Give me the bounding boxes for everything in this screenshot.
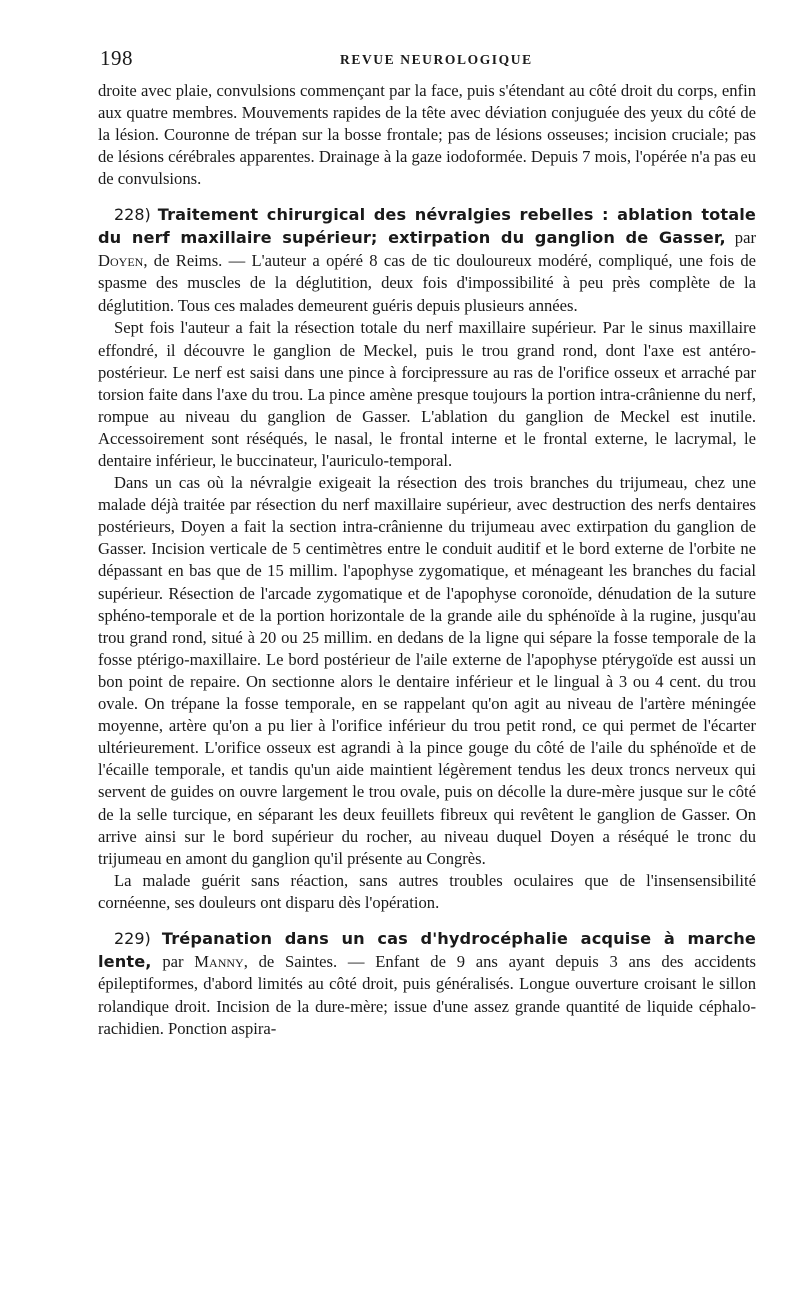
author-place: , de Reims. (143, 250, 223, 270)
document-page (98, 40, 756, 1041)
article-paragraph: Dans un cas où la névralgie exigeait la résection des trois branches du trijumeau, chez une malade déjà traitée par résection du nerf maxillaire supérieur, avec destruction des nerfs dentaires postérieurs, Doyen a fait la section intra-crânienne du trijumeau avec extirpation du ganglion de Gasser. Incision verticale de 5 centimètres entre le conduit auditif et le bord externe de l'orbite ne dépassant en bas que de 15 millim. l'apophyse zygomatique, et ménageant les branches du facial supérieur. Résection de l'arcade zygomatique et de l'apophyse coronoïde, dénudation de la suture sphéno-temporale et de la portion horizontale de la grande aile du sphénoïde à la rugine, jusqu'au trou grand rond, situé à 20 ou 25 millim. en dedans de la ligne qui sépare la fosse temporale de la fosse ptérigo-maxillaire. Le bord postérieur de l'aile externe de l'apophyse ptérygoïde est aussi un bon point de repaire. On sectionne alors le dentaire inférieur et le lingual à 3 ou 4 cent. du trou ovale. On trépane la fosse temporale, en se rappelant qu'on agit au niveau de l'artère méningée moyenne, artère qu'on a pu lier à l'orifice inférieur du trou petit rond, ce qui permet de l'écarter ultérieurement. L'orifice osseux est agrandi à la pince gouge du côté de l'aile du sphénoïde et de l'écaille temporale, et tandis qu'un aide maintient légèrement tendus les deux troncs nerveux qui servent de guides on ouvre largement le trou ovale, puis on décolle la dure-mère jusque sur le côté de la selle turcique, en séparant les deux feuillets fibreux qui revêtent le ganglion de Gasser. On arrive ainsi sur le bord supérieur du rocher, au niveau duquel Doyen a réséqué le tronc du trijumeau en amont du ganglion qu'il présente au Congrès. (98, 473, 756, 868)
article-number: 228) (114, 205, 151, 225)
article-229-lead (98, 928, 756, 1041)
article-paragraph: Sept fois l'auteur a fait la résection totale du nerf maxillaire supérieur. Par le sinus maxillaire effondré, il découvre le ganglion de Meckel, puis le trou grand rond, dont l'axe est antéro-postérieur. Le nerf est saisi dans une pince à forcipressure au ras de l'orifice osseux et arraché par torsion faite dans l'axe du trou. La pince amène presque toujours la portion intra-crânienne du nerf, rompue au niveau du ganglion de Gasser. L'ablation du ganglion de Meckel est inutile. Accessoirement sont réséqués, le nasal, le frontal interne et le frontal externe, le lacrymal, le dentaire inférieur, le buccinateur, l'auriculo-temporal. (98, 318, 756, 470)
article-229 (98, 928, 756, 1041)
author-place: , de Saintes. (243, 951, 338, 971)
article-228 (98, 204, 756, 914)
article-author: Manny (194, 951, 244, 971)
article-paragraph: La malade guérit sans réaction, sans autres troubles oculaires que de l'insensensibilité cornéenne, ses douleurs ont disparu dès l'opération. (98, 870, 756, 912)
running-head (98, 40, 756, 80)
article-title: Trépanation dans un cas d'hydrocéphalie acquise à marche lente, (98, 928, 756, 971)
intro-paragraph: droite avec plaie, convulsions commençant par la face, puis s'étendant au côté droit du corps, enfin aux quatre membres. Mouvements rapides de la tête avec déviation conjuguée des yeux du côté de la lésion. Couronne de trépan sur la bosse frontale; pas de lésions osseuses; incision cruciale; pas de lésions cérébrales apparentes. Drainage à la gaze iodoformée. Depuis 7 mois, l'opérée n'a pas eu de convulsions. (98, 81, 756, 189)
par-word: par (734, 228, 756, 248)
article-author: Doyen (98, 250, 144, 270)
journal-title: REVUE NEUROLOGIQUE (340, 52, 533, 67)
article-summary: — L'auteur a opéré 8 cas de tic douloureux modéré, compliqué, une fois de spasme des muscles de la déglutition, deux fois d'impossibilité à peu près complète de la déglutition. Tous ces malades demeurent guéris depuis plusieurs années. (98, 250, 756, 315)
article-number: 229) (114, 928, 151, 948)
article-summary: — Enfant de 9 ans ayant depuis 3 ans des accidents épileptiformes, d'abord limités au côté droit, puis généralisés. Longue ouverture croisant le sillon rolandique droit. Incision de la dure-mère; issue d'une assez grande quantité de liquide céphalo-rachidien. Ponction aspira- (98, 951, 757, 1039)
par-word: par (162, 951, 184, 971)
article-228-lead (98, 204, 756, 317)
page-number: 198 (100, 46, 133, 70)
article-title: Traitement chirurgical des névralgies rebelles : ablation totale du nerf maxillaire supérieur; extirpation du ganglion de Gasser, (98, 205, 756, 248)
